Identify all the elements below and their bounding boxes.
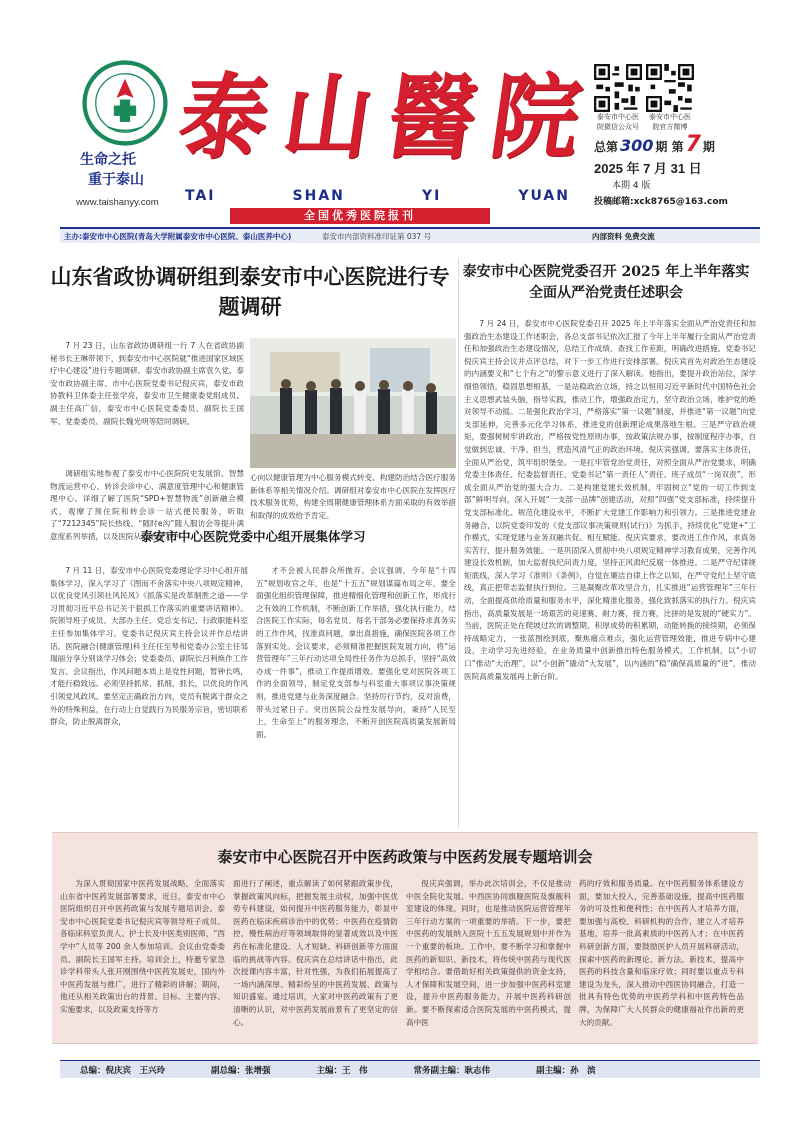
editor-in-chief: 总编：倪庆宾 王兴玲 (80, 1065, 166, 1076)
article-4-column-4 (579, 878, 744, 1038)
website-link[interactable]: www.taishanyy.com (76, 197, 159, 208)
article-4-column-1 (60, 878, 225, 1038)
slogan-line-2: 重于泰山 (88, 172, 144, 188)
article-2-headline: 泰安市中心医院党委中心组开展集体学习 (140, 529, 366, 544)
issue-date: 2025 年 7 月 31 日 (594, 161, 702, 176)
hospital-logo-icon (82, 60, 168, 146)
column-divider (458, 258, 459, 828)
submission-email[interactable]: 投稿邮箱:xck8765@163.com (594, 197, 728, 207)
article-1-para-2: 调研组实地参观了泰安市中心医院院史发展馆、智慧物流运营中心、转诊会诊中心、满意度管理中心和健康管理中心。详细了解了医院“SPD+智慧物流”创新融合模式，观摩了预住院和转会诊一站式便民服务，听取了“7212345”院长热线、“随时e沟”随人服访会等提升满意度系列举措，以及医院从以治病为中 (50, 469, 244, 541)
sponsor-text: 主办:泰安市中心医院(青岛大学附属泰安市中心医院、泰山医养中心) (64, 231, 292, 241)
title-char-4: 院 (484, 62, 588, 172)
weibo-qr-code-icon[interactable] (646, 64, 694, 112)
issue-mid-label: 期 第 (655, 140, 684, 154)
issue-number (594, 132, 715, 157)
title-char-2: 山 (276, 62, 380, 172)
newspaper-title (172, 52, 588, 182)
distribution-note: 内部资料 免费交流 (592, 231, 655, 241)
issue-total: 300 (620, 136, 654, 155)
pinyin-2: SHAN (292, 188, 345, 204)
sponsor-bar (60, 227, 760, 243)
article-4-headline: 泰安市中心医院召开中医药政策与中医药发展专题培训会 (217, 848, 593, 866)
article-1-column-2 (250, 472, 456, 520)
hospital-slogan (80, 150, 144, 190)
article-4-para-4: 药的疗效和服务质量。在中医药服务体系建设方面，要加大投入，完善基础设施，提高中医药服务的可及性和便利性；在中医药人才培养方面，要加强与高校、科研机构的合作，建立人才培养基地，培养一批高素质的中医药人才；在中医药科研创新方面，要鼓励医护人员开展科研活动，探索中医药的新理论、新方法、新技术，提高中医药的科技含量和临床疗效；同时要以重点专科建设为龙头，深入推动中西医协同融合，打造一批具有特色优势的中医药学科和中医药特色品牌，为保障广大人民群众的健康福祉作出新的更大的贡献。 (579, 879, 744, 1027)
deputy-chief-editor: 副主编：孙 滨 (536, 1065, 596, 1076)
title-char-3: 醫 (380, 62, 484, 172)
title-pinyin (185, 188, 570, 204)
slogan-line-1: 生命之托 (80, 152, 136, 168)
weibo-qr-label: 泰安市中心医院官方微博 (649, 113, 691, 131)
masthead (0, 0, 800, 225)
article-2-para-1: 7 月 11 日，泰安市中心医院党委理论学习中心组开展集体学习，深入学习了《图而不舍落实中央八项规定精神，以优良党风引领社风民风》《抓落实是改革制胜之道——学习贯彻习近平总书记关于狠抓工作落实的重要讲话精神》。院领导班子成员、大部办主任、党总支书记、行政职能科室主任参加集体学习。党委书记倪庆宾主持会议并作总结讲话。医院融合(健康管理)科主任任至琴和党委办公室主任邹瑞丽分享分别谈学习体会；党委委员、副院长吕利焕作工作发言。会议指出，作风问题本质上是党性问题，暂钟长鸣，才能行稳致远。必须坚持抓常、抓细、抓长，以优良的作风引领党风政风。要坚定正确政治方向，党员有脱离于群众之外的特殊利益，在行动上自觉践行为民服务宗旨，密切联系群众，防止脱离群众， (50, 566, 248, 727)
article-4-column-3 (406, 878, 571, 1038)
article-3-body: 7 月 24 日，泰安市中心医院党委召开 2025 年上半年落实全面从严治党责任和加强政治生态建设工作述职会，各总支部书记依次汇报了今年上半年履行全面从严治党责任和加强政治生态建设情况，总结工作成绩、查找工作差距，明确改进措施。党委书记倪庆宾主持会议并点评总结，对下一步工作进行安排部署。倪庆宾首先对政治生态建设的内涵要义和“七个有之”的警示意义进行了深入解读。他指出，要提升政治站位，深学细悟领悟，稳固思想根基，一是站稳政治立场，持之以恒用习近平新时代中国特色社会主义思想武装头脑，指导实践，推动工作，增强政治定力，坚守政治立场，维护党的绝对领导不动摇。二是强化政治学习，严格落实“第一议题”制度，并推进“第一议题”向党支部延伸，完善多元化学习体系，推进党的创新理论成果落地生根。三是严守政治规矩，要强树树牢讲政治，严格按党性原则办事，按政策法规办事，按制度程序办事，自觉做到忠诚、干净、担当，营造风清气正的政治环境。倪庆宾强调，要落实主体责任，全面从严治党，筑牢组织堡垒。一是扛牢管党治党责任，对照全面从严治党要求，明确党委主体责任、纪委监督责任、党委书记“第一责任人”责任、班子成员“一岗双责”，形成全面从严治党的强大合力。二是构建党建长效机制，牢固树立“党的一切工作到支部”鲜明导向，深入开展“一支部一品牌”创建活动，对照“四强”党支部标准，持续提升党支部标准化、规范化建设水平，不断扩大党建工作影响力和引领力。三是推进党建业务融合，以院党委印发的《党支部议事决策规则(试行)》为抓手，持续优化“党建+”工作模式，实现党建与业务双融共促、相互赋能。倪庆宾要求，要改进工作作风，求真务实苦行，提升服务效能。一是巩固深入贯彻中央八项规定精神学习教育成果，完善作风建设长效机制，加大监督执纪问责力度，坚持正风肃纪反腐一体推进。二是严守纪律规矩底线，深入学习《准则》《条例》，自觉在廉洁自律上作之以知，在严守党纪上坚守底线，真正把带志监督执行到位。三是凝聚改革攻坚合力，扎实推进“运营管理年”三年行动，全面提高供给质量和服务水平，深化精准化服务，强化致抓落实的执行力。倪庆宾指出，高质量发展是一场艰苦的竞速赛、耐力赛，接力赛，比拼的是发展的“硬实力”。当前，医院正处在爬坡过坎的调整期，积厚成势的积累期，动能转换的接续期，必须保持战略定力，一张蓝图绘到底，聚焦痛点难点，强化运营管理效能，推进专病中心建设，主动学习先进经验，在业务质量中创新推出特色服务模式，工作机制，以“小切口”推动“大治理”，以“小创新”撬动“大发展”，以内涵的“稳”确保高质量的“进”，推动医院高质量发展再上新台阶。 (464, 319, 756, 681)
page-count: 本期 4 版 (612, 181, 651, 191)
article-4-para-2: 面进行了阐述，重点解读了如何紧跟政策步伐，掌握政策风向标，把握发展主动权，加强中医优势专科建设，如何提升中医药服务能力，彰显中医药在临床疾病诊治中的优势；中医药在疫情防控、慢性病治疗等领域取得的显著成效以及中医药在标准化建设、人才短缺、科研创新等方面面临的挑战等内容。倪庆宾在总结讲话中指出，此次授课内容丰富，针对性强，为我们拓展提高了一场内涵深厚、精彩纷呈的中医药发展、政策与知识盛宴。通过培训，大家对中医药政策有了更清晰的认识，对中医药发展前景有了更坚定的信心。 (233, 879, 398, 1027)
article-4-para-1: 为深入贯彻国家中医药发展战略，全面落实山东省中医药发展部署要求，近日，泰安市中心医院组织召开中医药政策与发展专题培训会。泰安市中心医院党委书记倪庆宾等领导班子成员、各临床科室负责人、护士长及中医类别医师，“西学中”人员等 200 余人参加培训。会议由党委委员、副院长王国军主持。培训会上，特邀专家急诊学科带头人张开刚围绕中医药发展史，国内外中医药发展与推广，进行了精彩的讲解；期间，他还从相关政策出台的背景、目标、主要内容、实施要求，以及政策支持等方 (60, 879, 225, 1014)
pinyin-3: YI (421, 188, 442, 204)
pinyin-4: YUAN (518, 188, 570, 204)
issue-num: 7 (685, 132, 701, 157)
article-2-para-2: 才不会被人民群众所抛弃。会议强调，今年是“十四五”规划收官之年，也是“十五五”规划谋篇布局之年，要全面强化组织管理保障，推进精细化管理和创新工作，形成行之有效的工作机制，不断创新工作举措，强化执行能力，结合医院工作实际，每名党员、每名干部务必要保持求真务实的工作作风，找准真问题，拿出真措施，确保医院各项工作落到实处。会议要求，必须精准把握医院发展方向，将“运营管理年”三年行动达项全局性任务作为总抓手，坚持“高效办成一件事”，推动工作提质增效。要强化党对医院各项工作的全面领导，制定党支部参与科室重大事项议事决策规则，推进党建与业务深度融合。坚持厉行节约，反对浪费，带头过紧日子。突出医院公益性发展导向，秉持“人民至上，生命至上”的服务理念，不断开创医院高质量发展新局面。 (256, 566, 456, 739)
issue-total-label: 总第 (594, 140, 619, 154)
issue-end-label: 期 (702, 140, 715, 154)
article-1-para-1: 7 月 23 日，山东省政协调研组一行 7 人在省政协副秘书长王琳带领下，到泰安市中心医院就“推进国家区域医疗中心建设”进行专题调研。泰安市政协副主席袁久党、泰安市政协副主席、市中心医院党委书记倪庆宾，泰安市政协教科卫体委主任张学亮，泰安市卫生健康委党组成员、副主任高广信，泰安市中心医院党委委员、副院长王国军、党委委员、副院长魏光明等陪同调研。 (50, 341, 244, 426)
chief-editor: 主编：王 伟 (316, 1065, 368, 1076)
article-3-headline: 泰安市中心医院党委召开 2025 年上半年落实全面从严治党责任述职会 (462, 264, 750, 301)
article-1-headline: 山东省政协调研组到泰安市中心医院进行专题调研 (50, 264, 450, 319)
article-1-photo (250, 338, 456, 468)
article-3-column (464, 318, 756, 828)
article-4-para-3: 倪庆宾强调，举办此次培训会，不仅是推动中医全院化发展、中西医协同旗舰医院及旗舰科室建设的体现。同时，也是推动医院运营管理年三年行动方案的一项重要的举措。下一步，要把中医药的发展纳入医院十五五发展规划中并作为一个重要的板块。工作中，要不断学习和掌握中医药的新知识、新技术，将传统中医药与现代医学相结合。要借助好相关政策提供的资金支持，人才保障和发展空间，进一步加强中医药科室建设，提升中医药服务能力，开展中医药科研创新。要不断探索适合医院发展的中医药模式，提高中医 (406, 879, 571, 1027)
article-1-column-1 (50, 340, 244, 466)
article-1-para-3: 心向以健康管理为中心服务模式转变、构建防治结合医疗服务新体系等相关情况介绍。调研组对泰安市中心医院在发挥医疗技术服务优势，构建全周期健康管理体系方面采取的有效举措和取得的成效给予肯定。 (250, 473, 456, 520)
license-text: 泰安市内部资料准印证第 037 号 (322, 231, 432, 241)
pinyin-1: TAI (185, 188, 216, 204)
executive-deputy-editor: 常务副主编：耿志伟 (413, 1065, 491, 1076)
article-2-column-1 (50, 565, 248, 800)
title-char-1: 泰 (172, 62, 276, 172)
article-2-column-2 (256, 565, 456, 800)
wechat-qr-code-icon[interactable] (594, 64, 642, 112)
editorial-footer (60, 1060, 760, 1078)
wechat-qr-label: 泰安市中心医院微信公众号 (597, 113, 639, 131)
article-4-column-2 (233, 878, 398, 1038)
deputy-editor: 副总编：张增强 (211, 1065, 271, 1076)
honor-banner: 全国优秀医院报刊 (230, 208, 490, 224)
